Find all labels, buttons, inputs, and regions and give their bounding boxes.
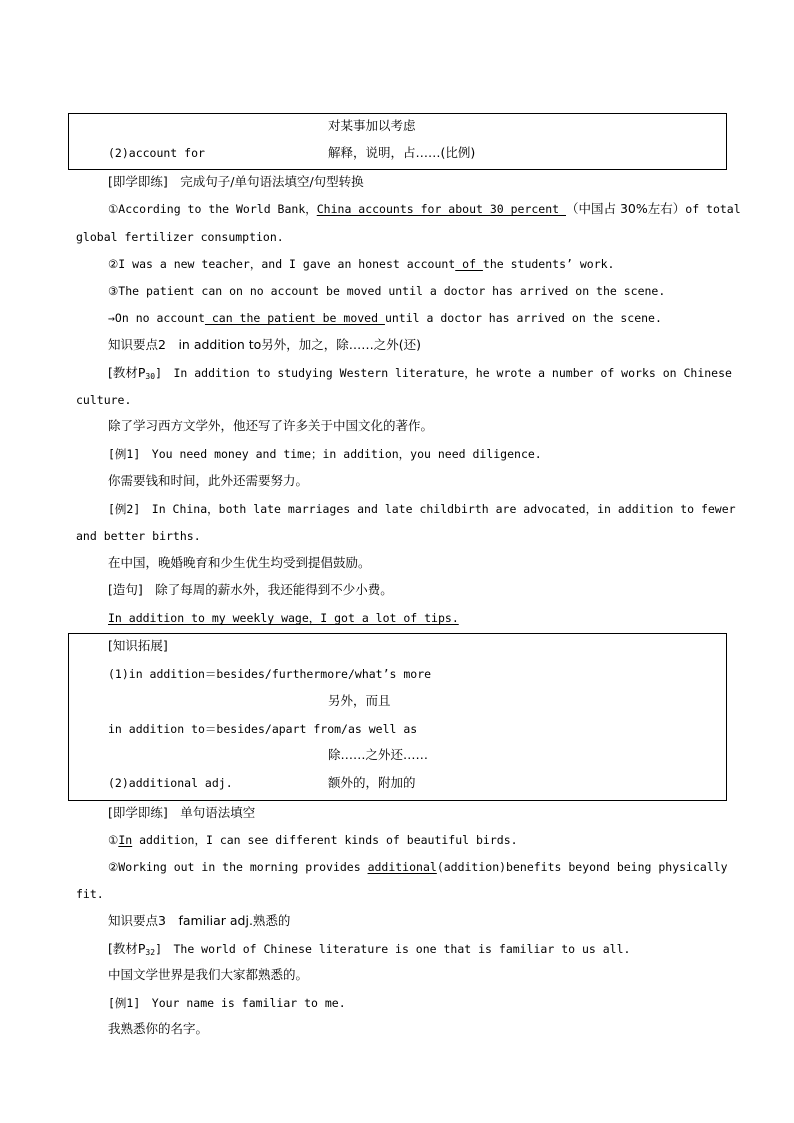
p2-item2-answer: additional bbox=[367, 860, 437, 874]
point3-ex1: [例1] Your name is familiar to me. bbox=[108, 996, 346, 1010]
practice2-item1 bbox=[108, 832, 518, 848]
point2-textbook-cont: culture. bbox=[76, 393, 132, 407]
p2-item1-pre: ① bbox=[108, 833, 119, 847]
point3-textbook-cn: 中国文学世界是我们大家都熟悉的。 bbox=[108, 967, 309, 982]
practice1-header: [即学即练] 完成句子/单句语法填空/句型转换 bbox=[108, 174, 364, 189]
point2-ex2-cont: and better births. bbox=[76, 529, 201, 543]
practice2-header: [即学即练] 单句语法填空 bbox=[108, 805, 256, 820]
box1-meaning2: 解释，说明，占……(比例) bbox=[328, 145, 476, 160]
box2-line2-cn: 除……之外还…… bbox=[328, 747, 429, 762]
point2-textbook-pre: [教材P bbox=[108, 365, 146, 380]
item3b-answer: can the patient be moved bbox=[204, 311, 385, 325]
point2-make: [造句] 除了每周的薪水外，我还能得到不少小费。 bbox=[108, 582, 393, 597]
practice1-item3: ③The patient can on no account be moved until a doctor has arrived on the scene. bbox=[108, 284, 666, 298]
item2-post: the students’ work. bbox=[482, 257, 615, 271]
point3-textbook-post: ] The world of Chinese literature is one that is familiar to us all. bbox=[155, 942, 631, 956]
box2-line3-cn: 额外的，附加的 bbox=[328, 775, 416, 790]
point3-ex1-cn: 我熟悉你的名字。 bbox=[108, 1021, 209, 1036]
point2-textbook-page: 30 bbox=[145, 372, 156, 381]
point2-ex2-cn: 在中国，晚婚晚育和少生优生均受到提倡鼓励。 bbox=[108, 555, 371, 570]
item1-cn: （中国占 30%左右） bbox=[566, 201, 686, 216]
practice1-item1 bbox=[108, 201, 741, 217]
item2-answer: of bbox=[455, 257, 483, 271]
point2-textbook-post: ] In addition to studying Western literature，he wrote a number of works on Chinese bbox=[155, 366, 732, 380]
point3-textbook bbox=[108, 941, 630, 961]
box2-line1: (1)in addition＝besides/furthermore/what’s more bbox=[108, 667, 432, 681]
p2-item2-pre: ②Working out in the morning provides bbox=[108, 860, 368, 874]
item1-post: of total bbox=[685, 202, 741, 216]
point2-textbook-cn: 除了学习西方文学外，他还写了许多关于中国文化的著作。 bbox=[108, 418, 434, 433]
box2-line3: (2)additional adj. bbox=[108, 776, 233, 790]
point3-textbook-pre: [教材P bbox=[108, 941, 146, 956]
point2-title: 知识要点2 in addition to另外，加之，除……之外(还) bbox=[108, 337, 422, 352]
box2-line1-cn: 另外，而且 bbox=[328, 693, 391, 708]
p2-item2-post: (addition)benefits beyond being physically bbox=[436, 860, 728, 874]
point3-title: 知识要点3 familiar adj.熟悉的 bbox=[108, 913, 291, 928]
practice1-item2 bbox=[108, 256, 614, 272]
box2-header: [知识拓展] bbox=[108, 638, 168, 653]
p2-item1-post: addition，I can see different kinds of beautiful birds. bbox=[132, 833, 518, 847]
p2-item1-answer: In bbox=[118, 833, 133, 847]
point2-ex1: [例1] You need money and time；in addition，you need diligence. bbox=[108, 447, 542, 461]
item1-pre: ①According to the World Bank， bbox=[108, 202, 317, 216]
point3-textbook-page: 32 bbox=[145, 948, 156, 957]
practice1-item1-cont: global fertilizer consumption. bbox=[76, 230, 284, 244]
point2-ex1-cn: 你需要钱和时间，此外还需要努力。 bbox=[108, 473, 309, 488]
point2-textbook bbox=[108, 365, 732, 385]
practice1-item3b bbox=[108, 310, 662, 326]
item3b-pre: →On no account bbox=[108, 311, 205, 325]
practice2-item2-cont: fit. bbox=[76, 887, 104, 901]
point2-ex2: [例2] In China，both late marriages and late childbirth are advocated，in addition to fewer bbox=[108, 502, 736, 516]
practice2-item2 bbox=[108, 859, 728, 875]
item2-pre: ②I was a new teacher，and I gave an honest account bbox=[108, 257, 456, 271]
box2-line2: in addition to＝besides/apart from/as well as bbox=[108, 722, 418, 736]
item3b-post: until a doctor has arrived on the scene. bbox=[384, 311, 662, 325]
point2-make-answer: In addition to my weekly wage，I got a lot of tips. bbox=[108, 611, 459, 625]
box1-meaning1: 对某事加以考虑 bbox=[328, 118, 416, 133]
item1-answer: China accounts for about 30 percent bbox=[316, 202, 566, 216]
box1-term2: (2)account for bbox=[108, 146, 205, 160]
